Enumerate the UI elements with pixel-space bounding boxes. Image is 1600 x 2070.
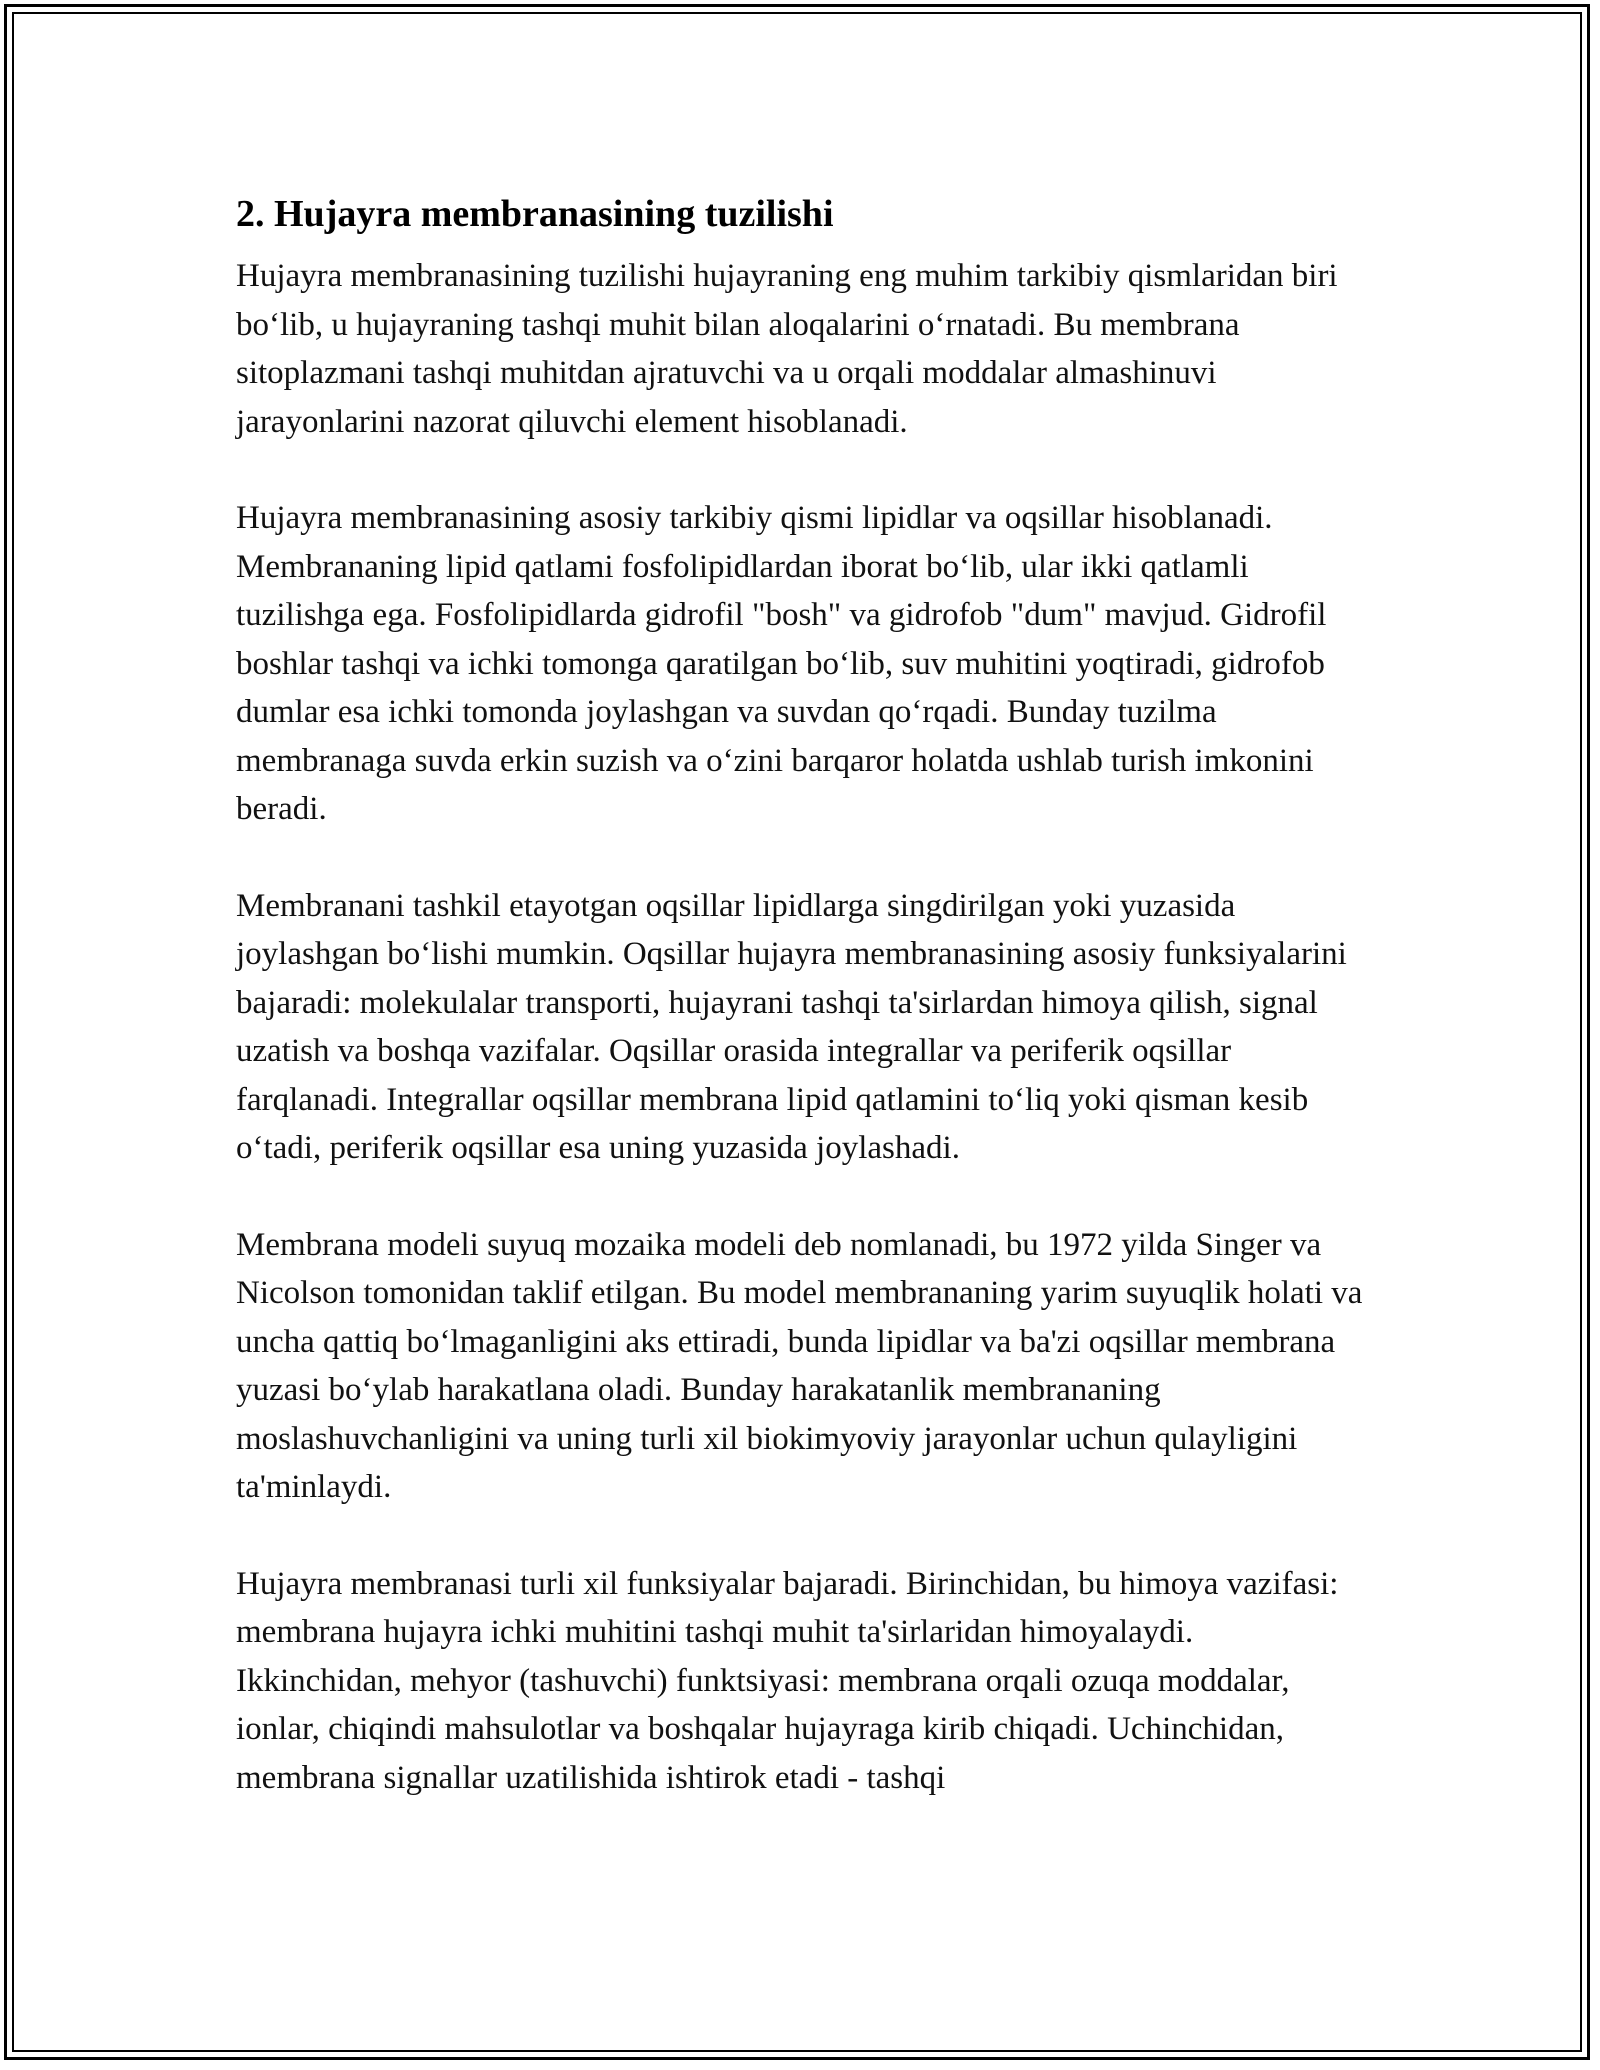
- paragraph-fluid-mosaic-model: Membrana modeli suyuq mozaika modeli deb nomlanadi, bu 1972 yilda Singer va Nicolson tomonidan taklif etilgan. Bu model membrananing yarim suyuqlik holati va uncha qattiq bo‘lmaganligini aks ettiradi, bunda lipidlar va ba'zi oqsillar membrana yuzasi bo‘ylab harakatlana oladi. Bunday harakatanlik membrananing moslashuvchanligini va uning turli xil biokimyoviy jarayonlar uchun qulayligini ta'minlaydi.: [236, 1226, 1363, 1505]
- paragraph-membrane-intro: Hujayra membranasining tuzilishi hujayraning eng muhim tarkibiy qismlaridan biri bo‘lib, u hujayraning tashqi muhit bilan aloqalarini o‘rnatadi. Bu membrana sitoplazmani tashqi muhitdan ajratuvchi va u orqali moddalar almashinuvi jarayonlarini nazorat qiluvchi element hisoblanadi.: [236, 258, 1338, 440]
- paragraph-membrane-proteins: Membranani tashkil etayotgan oqsillar lipidlarga singdirilgan yoki yuzasida joylashgan bo‘lishi mumkin. Oqsillar hujayra membranasining asosiy funksiyalarini bajaradi: molekulalar transporti, hujayrani tashqi ta'sirlardan himoya qilish, signal uzatish va boshqa vazifalar. Oqsillar orasida integrallar va periferik oqsillar farqlanadi. Integrallar oqsillar membrana lipid qatlamini to‘liq yoki qisman kesib o‘tadi, periferik oqsillar esa uning yuzasida joylashadi.: [236, 887, 1347, 1166]
- document-body: [236, 184, 1366, 1850]
- paragraph-lipids-proteins: Hujayra membranasining asosiy tarkibiy qismi lipidlar va oqsillar hisoblanadi. Membrananing lipid qatlami fosfolipidlardan iborat bo‘lib, ular ikki qatlamli tuzilishga ega. Fosfolipidlarda gidrofil "bosh" va gidrofob "dum" mavjud. Gidrofil boshlar tashqi va ichki tomonga qaratilgan bo‘lib, suv muhitini yoqtiradi, gidrofob dumlar esa ichki tomonda joylashgan va suvdan qo‘rqadi. Bunday tuzilma membranaga suvda erkin suzish va o‘zini barqaror holatda ushlab turish imkonini beradi.: [236, 500, 1327, 827]
- paragraph-membrane-functions: Hujayra membranasi turli xil funksiyalar bajaradi. Birinchidan, bu himoya vazifasi: membrana hujayra ichki muhitini tashqi muhit ta'sirlaridan himoyalaydi. Ikkinchidan, mehyor (tashuvchi) funktsiyasi: membrana orqali ozuqa moddalar, ionlar, chiqindi mahsulotlar va boshqalar hujayraga kirib chiqadi. Uchinchidan, membrana signallar uzatilishida ishtirok etadi - tashqi: [236, 1565, 1339, 1796]
- section-heading: 2. Hujayra membranasining tuzilishi: [236, 193, 834, 235]
